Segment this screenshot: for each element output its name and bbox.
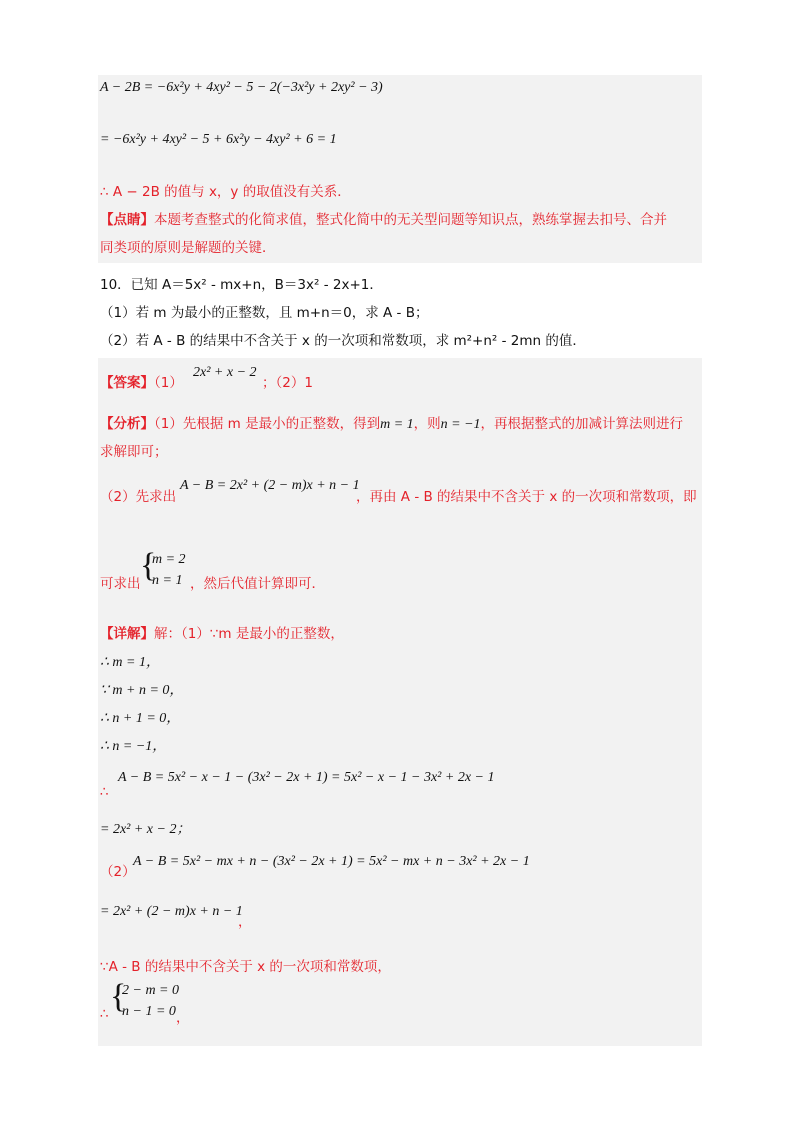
step-a-minus-b-general: A − B = 5x² − mx + n − (3x² − 2x + 1) = 5x² − mx + n − 3x² + 2x − 1 — [133, 854, 530, 869]
step-a-minus-b-result: = 2x² + x − 2； — [100, 822, 191, 837]
comment-line-2: 同类项的原则是解题的关键． — [100, 240, 276, 256]
therefore-symbol-2: ∴ — [100, 1006, 109, 1022]
math-m-eq-1: m = 1 — [380, 417, 414, 432]
step-a-minus-b-expansion: A − B = 5x² − x − 1 − (3x² − 2x + 1) = 5x² − x − 1 − 3x² + 2x − 1 — [118, 770, 495, 785]
answer-tag: 【答案】 — [100, 375, 154, 391]
question-part-2: （2）若 A - B 的结果中不含关于 x 的一次项和常数项，求 m²+n² - 2mn 的值． — [100, 333, 586, 349]
step-m-plus-n: ∵ m + n = 0， — [100, 683, 184, 698]
analysis-text: ，则 — [413, 416, 441, 432]
answer-value-2: ；（2）1 — [262, 375, 313, 391]
detail-line-1 — [100, 624, 344, 644]
detail-tag: 【详解】 — [100, 626, 154, 642]
analysis-line-2: 求解即可； — [100, 444, 168, 460]
system-brace-2: { — [110, 978, 127, 1015]
system-eq-1: m = 2 — [152, 552, 186, 567]
system-eq-4: n − 1 = 0 — [122, 1004, 176, 1019]
condition-line: ∵A - B 的结果中不含关于 x 的一次项和常数项， — [100, 959, 391, 975]
analysis-line-3-label: （2）先求出 — [100, 489, 177, 505]
comment-text: 本题考查整式的化简求值，整式化简中的无关型问题等知识点，熟练掌握去扣号、合并 — [154, 212, 667, 228]
analysis-tag: 【分析】 — [100, 416, 154, 432]
answer-part-1-label: （1） — [154, 375, 183, 391]
answer-line — [100, 373, 183, 393]
question-stem: 10．已知 A＝5x² - mx+n，B＝3x² - 2x+1． — [100, 277, 383, 293]
comment-tag: 【点睛】 — [100, 212, 154, 228]
analysis-line-3-text: ，再由 A - B 的结果中不含关于 x 的一次项和常数项，即 — [356, 489, 697, 505]
analysis-text: ，再根据整式的加减计算法则进行 — [480, 416, 684, 432]
step-n-plus-1: ∴ n + 1 = 0， — [100, 711, 181, 726]
equation-line: A − 2B = −6x²y + 4xy² − 5 − 2(−3x²y + 2xy² − 3) — [100, 80, 383, 95]
analysis-text: （1）先根据 m 是最小的正整数，得到 — [154, 416, 381, 432]
system-brace: { — [140, 547, 157, 584]
system-eq-2: n = 1 — [152, 573, 183, 588]
analysis-line-3-math: A − B = 2x² + (2 − m)x + n − 1 — [180, 478, 360, 493]
comma: ， — [238, 914, 252, 930]
comment-line — [100, 210, 667, 230]
therefore-symbol: ∴ — [100, 784, 109, 800]
system-eq-3: 2 − m = 0 — [122, 983, 180, 998]
equation-line: = −6x²y + 4xy² − 5 + 6x²y − 4xy² + 6 = 1 — [100, 132, 337, 147]
question-part-1: （1）若 m 为最小的正整数，且 m+n＝0，求 A - B； — [100, 305, 429, 321]
analysis-line-1 — [100, 414, 683, 435]
comma-2: ， — [176, 1010, 190, 1026]
answer-value-1: 2x² + x − 2 — [193, 365, 257, 380]
analysis-line-4-label: 可求出 — [100, 576, 141, 592]
conclusion-text: ∴ A − 2B 的值与 x，y 的取值没有关系． — [100, 184, 351, 200]
part-2-label: （2） — [100, 864, 136, 880]
solution-block-main — [98, 358, 702, 1046]
step-a-minus-b-simplified: = 2x² + (2 − m)x + n − 1 — [100, 904, 243, 919]
analysis-line-4-text: ，然后代值计算即可． — [190, 576, 325, 592]
detail-text: 解：（1）∵m 是最小的正整数， — [154, 626, 344, 642]
step-n: ∴ n = −1， — [100, 739, 167, 754]
solution-block-top — [98, 75, 702, 263]
step-m: ∴ m = 1， — [100, 655, 160, 670]
math-n-eq-neg1: n = −1 — [440, 417, 481, 432]
